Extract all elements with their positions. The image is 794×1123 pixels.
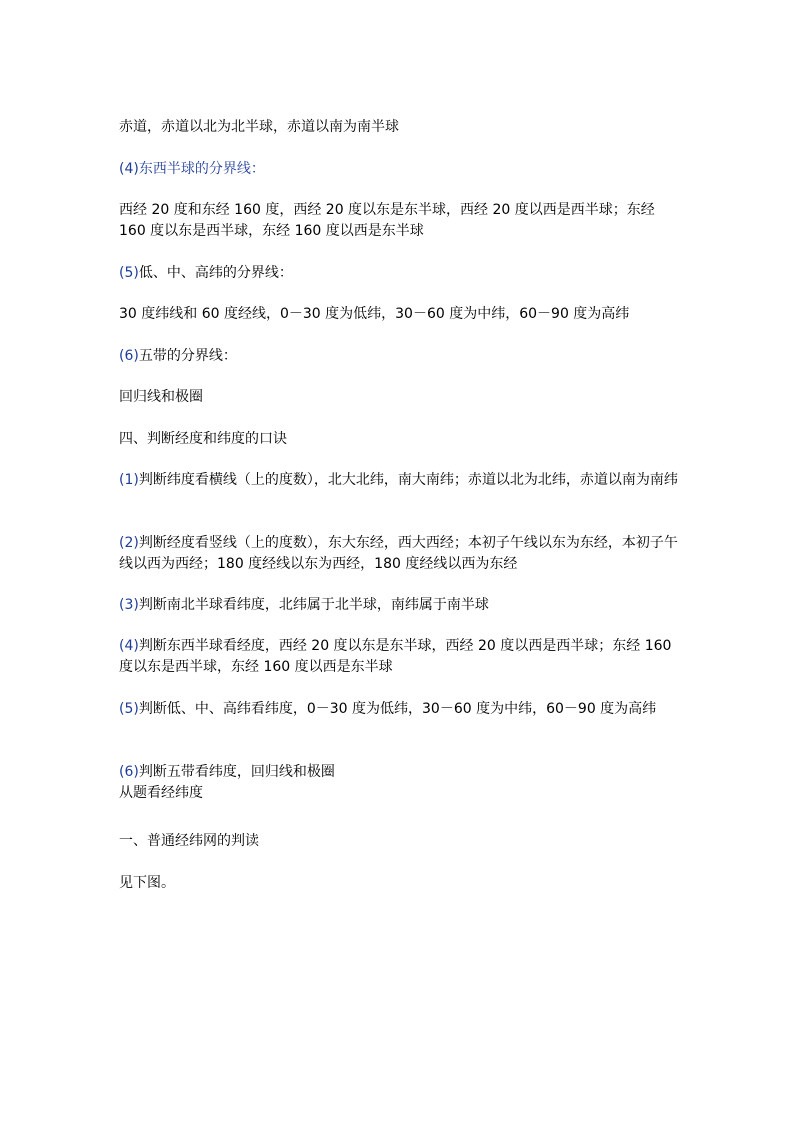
paragraph [119,595,679,616]
paragraph-text: 一、普通经纬网的判读 [119,833,259,849]
paragraph [119,533,679,575]
item-number: (2) [119,535,139,551]
paragraph-text: 判断纬度看横线（上的度数），北大北纬，南大南纬；赤道以北为北纬，赤道以南为南纬 [138,472,678,488]
paragraph-text: 判断南北半球看纬度，北纬属于北半球，南纬属于南半球 [138,597,489,613]
paragraph [119,346,679,367]
paragraph-text: 东西半球的分界线： [138,161,265,177]
paragraph-text: 见下图。 [119,875,175,891]
paragraph-text: 低、中、高纬的分界线： [138,265,293,281]
item-number: (4) [119,161,139,177]
paragraph [119,762,679,783]
paragraph [119,783,679,804]
paragraph [119,304,679,325]
paragraph-text: 从题看经纬度 [119,785,203,801]
paragraph [119,470,679,491]
item-number: (6) [119,348,139,364]
paragraph [119,387,679,408]
item-number: (5) [119,265,139,281]
paragraph-text: 判断五带看纬度，回归线和极圈 [138,764,335,780]
paragraph [119,200,679,242]
paragraph [119,873,679,894]
section-heading [119,831,679,852]
item-number: (5) [119,701,139,717]
item-number: (6) [119,764,139,780]
item-number: (3) [119,597,139,613]
item-number: (1) [119,472,139,488]
paragraph [119,263,679,284]
paragraph-text: 五带的分界线： [138,348,237,364]
paragraph-text: 判断低、中、高纬看纬度，0－30 度为低纬，30－60 度为中纬，60－90 度为高纬 [138,701,657,717]
paragraph-text: 判断东西半球看经度，西经 20 度以东是东半球，西经 20 度以西是西半球；东经 160 度以东是西半球，东经 160 度以西是东半球 [119,638,672,675]
paragraph [119,636,679,678]
paragraph-text: 回归线和极圈 [119,389,203,405]
paragraph-text: 四、判断经度和纬度的口诀 [119,431,287,447]
paragraph [119,159,679,180]
item-number: (4) [119,638,139,654]
paragraph-text: 判断经度看竖线（上的度数），东大东经，西大西经；本初子午线以东为东经，本初子午线以西为西经；180 度经线以东为西经，180 度经线以西为东经 [119,535,678,572]
paragraph-text: 30 度纬线和 60 度经线，0－30 度为低纬，30－60 度为中纬，60－90 度为高纬 [119,306,630,322]
paragraph-text: 赤道，赤道以北为北半球，赤道以南为南半球 [119,119,399,135]
paragraph [119,699,679,720]
section-heading [119,429,679,450]
paragraph [119,117,679,138]
paragraph-text: 西经 20 度和东经 160 度，西经 20 度以东是东半球，西经 20 度以西是西半球；东经 160 度以东是西半球，东经 160 度以西是东半球 [119,202,655,239]
